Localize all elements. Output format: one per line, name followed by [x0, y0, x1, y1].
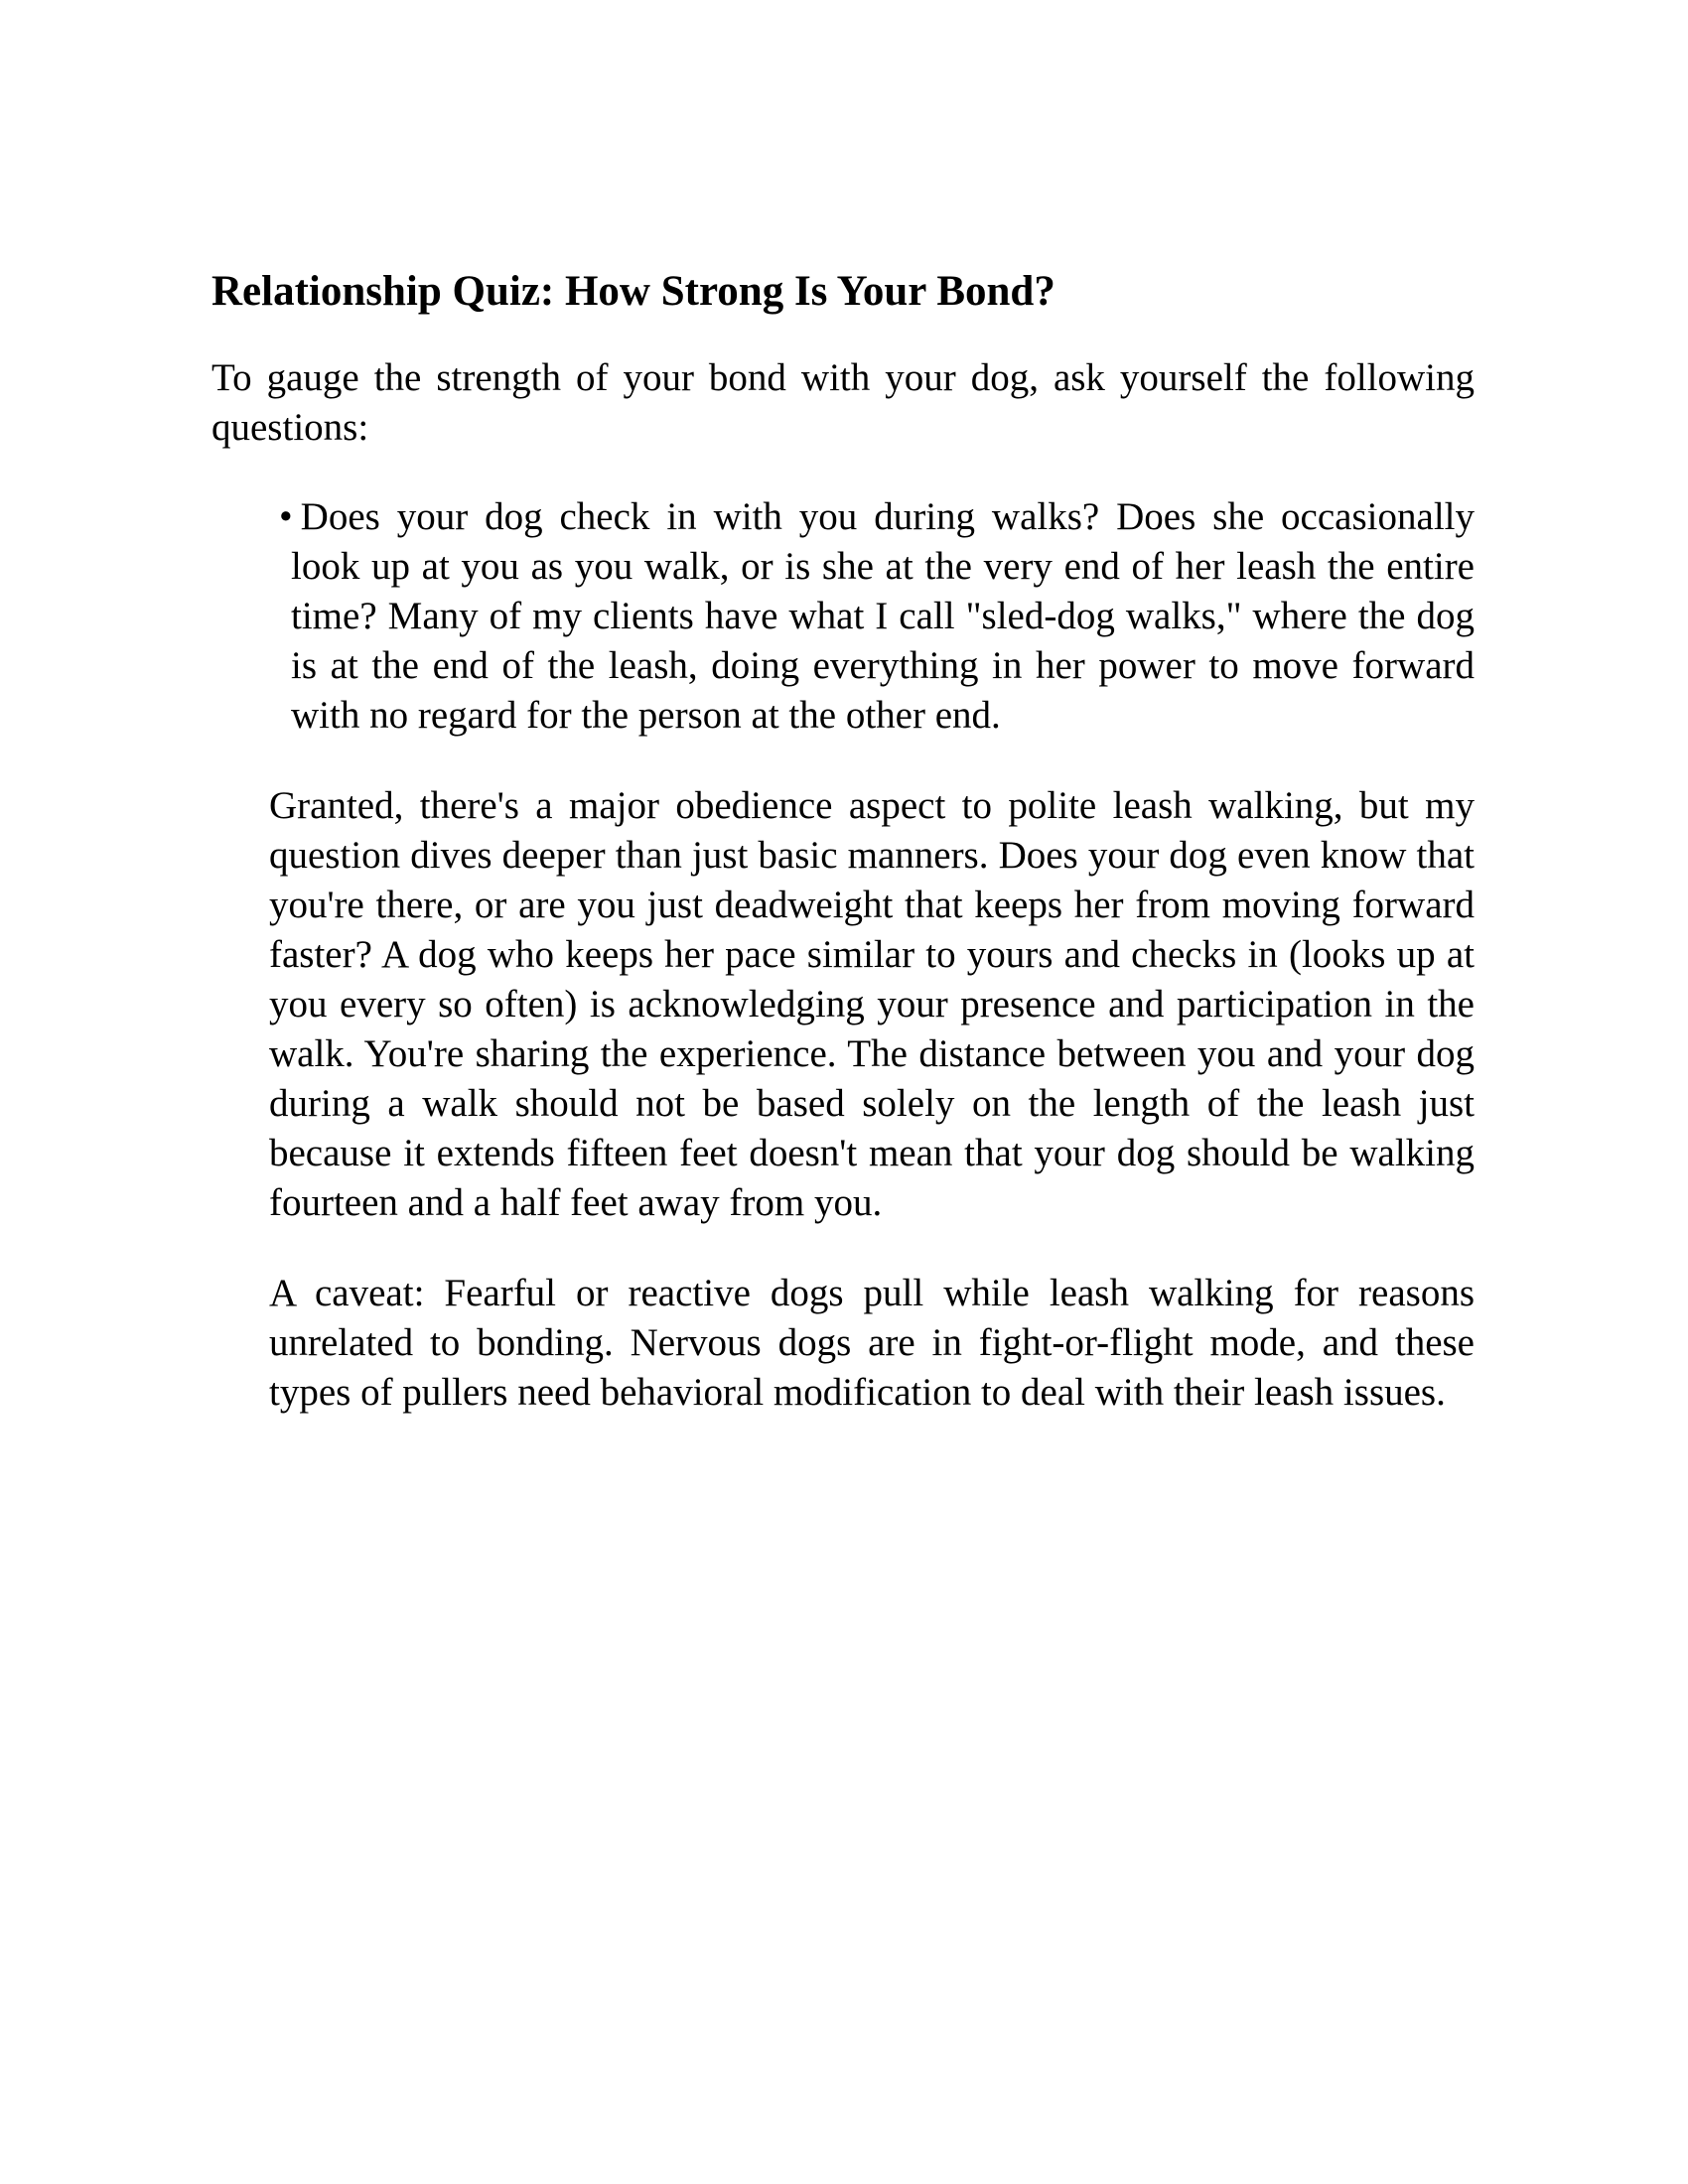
list-item-text: Does your dog check in with you during walks? Does she occasionally look up at you as you walk, or is she at the very end of her leash the entire time? Many of my clients have what I call "sled-dog walks," where the dog is at the end of the leash, doing everything in her power to move forward with no regard for the person at the other end. — [291, 495, 1475, 737]
document-body — [211, 260, 1475, 1418]
intro-paragraph: To gauge the strength of your bond with your dog, ask yourself the following questions: — [211, 356, 1475, 449]
body-paragraph-obedience: Granted, there's a major obedience aspect to polite leash walking, but my question dives deeper than just basic manners. Does your dog even know that you're there, or are you just deadweight that keeps her from moving forward faster? A dog who keeps her pace similar to yours and checks in (looks up at you every so often) is acknowledging your presence and participation in the walk. You're sharing the experience. The distance between you and your dog during a walk should not be based solely on the length of the leash just because it extends fifteen feet doesn't mean that your dog should be walking fourteen and a half feet away from you. — [269, 784, 1475, 1224]
bullet-icon: • — [279, 495, 293, 538]
question-list — [211, 492, 1475, 741]
page-title: Relationship Quiz: How Strong Is Your Bond? — [211, 268, 1055, 315]
body-paragraph-caveat: A caveat: Fearful or reactive dogs pull while leash walking for reasons unrelated to bonding. Nervous dogs are in fight-or-flight mode, and these types of pullers need behavioral modification to deal with their leash issues. — [269, 1272, 1475, 1414]
list-item — [279, 492, 1475, 741]
